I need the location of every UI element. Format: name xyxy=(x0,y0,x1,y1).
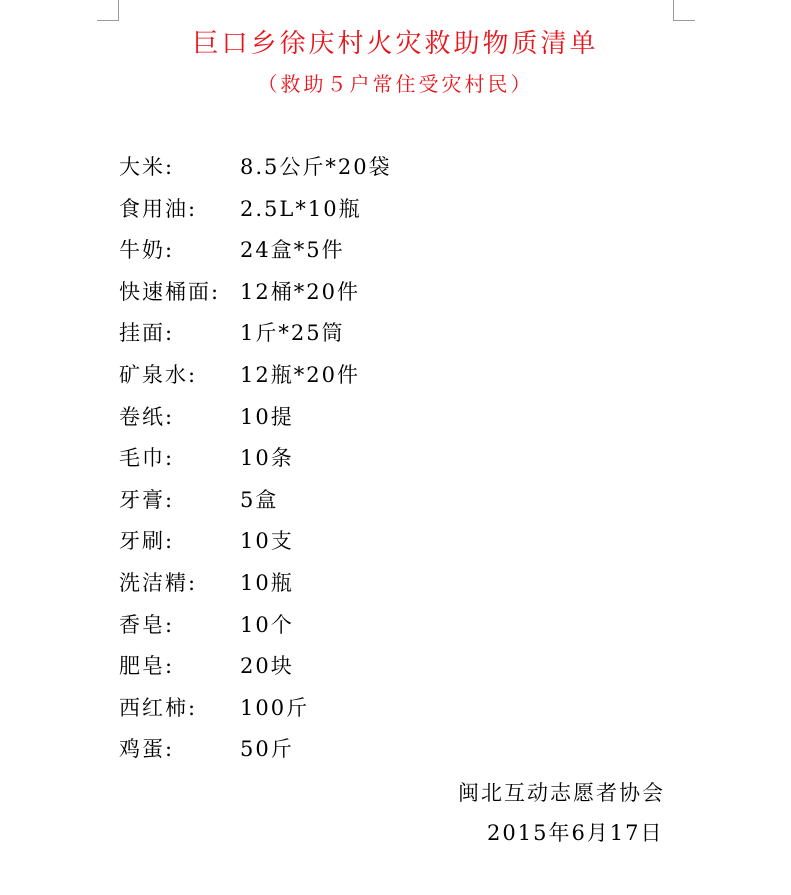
item-quantity: 10支 xyxy=(240,529,294,554)
list-item xyxy=(119,275,679,317)
item-name: 洗洁精: xyxy=(119,570,198,595)
item-quantity: 12桶*20件 xyxy=(240,279,360,304)
supply-list xyxy=(119,150,679,774)
document-subtitle: （救助５户常住受灾村民） xyxy=(257,72,534,96)
list-item xyxy=(119,441,679,483)
item-name: 矿泉水: xyxy=(119,362,198,387)
list-item xyxy=(119,400,679,442)
list-item xyxy=(119,524,679,566)
item-quantity: 10瓶 xyxy=(240,570,294,595)
item-name: 挂面: xyxy=(119,321,175,346)
item-quantity: 2.5L*10瓶 xyxy=(240,196,362,221)
item-quantity: 8.5公斤*20袋 xyxy=(240,155,392,179)
item-quantity: 20块 xyxy=(240,654,294,679)
item-name: 肥皂: xyxy=(119,654,175,679)
crop-mark-top-right xyxy=(673,0,674,21)
list-item xyxy=(119,691,679,733)
item-quantity: 100斤 xyxy=(240,695,310,720)
item-name: 卷纸: xyxy=(119,404,175,429)
item-name: 毛巾: xyxy=(119,446,175,471)
item-name: 食用油: xyxy=(119,196,198,221)
list-item xyxy=(119,608,679,650)
list-item xyxy=(119,233,679,275)
list-item xyxy=(119,732,679,774)
item-name: 牙刷: xyxy=(119,529,175,554)
list-item xyxy=(119,483,679,525)
item-name: 牛奶: xyxy=(119,238,175,263)
item-name: 大米: xyxy=(119,155,175,179)
document-title: 巨口乡徐庆村火灾救助物质清单 xyxy=(192,29,599,59)
item-name: 鸡蛋: xyxy=(119,737,175,762)
crop-mark-top-left xyxy=(97,20,119,21)
signature-date: 2015年6月17日 xyxy=(487,821,664,845)
list-item xyxy=(119,358,679,400)
item-name: 香皂: xyxy=(119,612,175,637)
item-name: 快速桶面: xyxy=(119,279,221,304)
crop-mark-top-left xyxy=(118,0,119,21)
item-quantity: 12瓶*20件 xyxy=(240,362,360,387)
list-item xyxy=(119,316,679,358)
item-quantity: 50斤 xyxy=(240,737,294,762)
organization-signature: 闽北互动志愿者协会 xyxy=(458,781,665,805)
crop-mark-top-right xyxy=(673,20,695,21)
item-quantity: 10条 xyxy=(240,446,294,471)
item-quantity: 24盒*5件 xyxy=(240,238,345,263)
item-name: 牙膏: xyxy=(119,487,175,512)
list-item xyxy=(119,649,679,691)
item-name: 西红柿: xyxy=(119,695,198,720)
item-quantity: 1斤*25筒 xyxy=(240,321,345,346)
item-quantity: 5盒 xyxy=(240,487,279,512)
list-item xyxy=(119,150,679,192)
list-item xyxy=(119,192,679,234)
item-quantity: 10提 xyxy=(240,404,294,429)
list-item xyxy=(119,566,679,608)
item-quantity: 10个 xyxy=(240,612,294,637)
